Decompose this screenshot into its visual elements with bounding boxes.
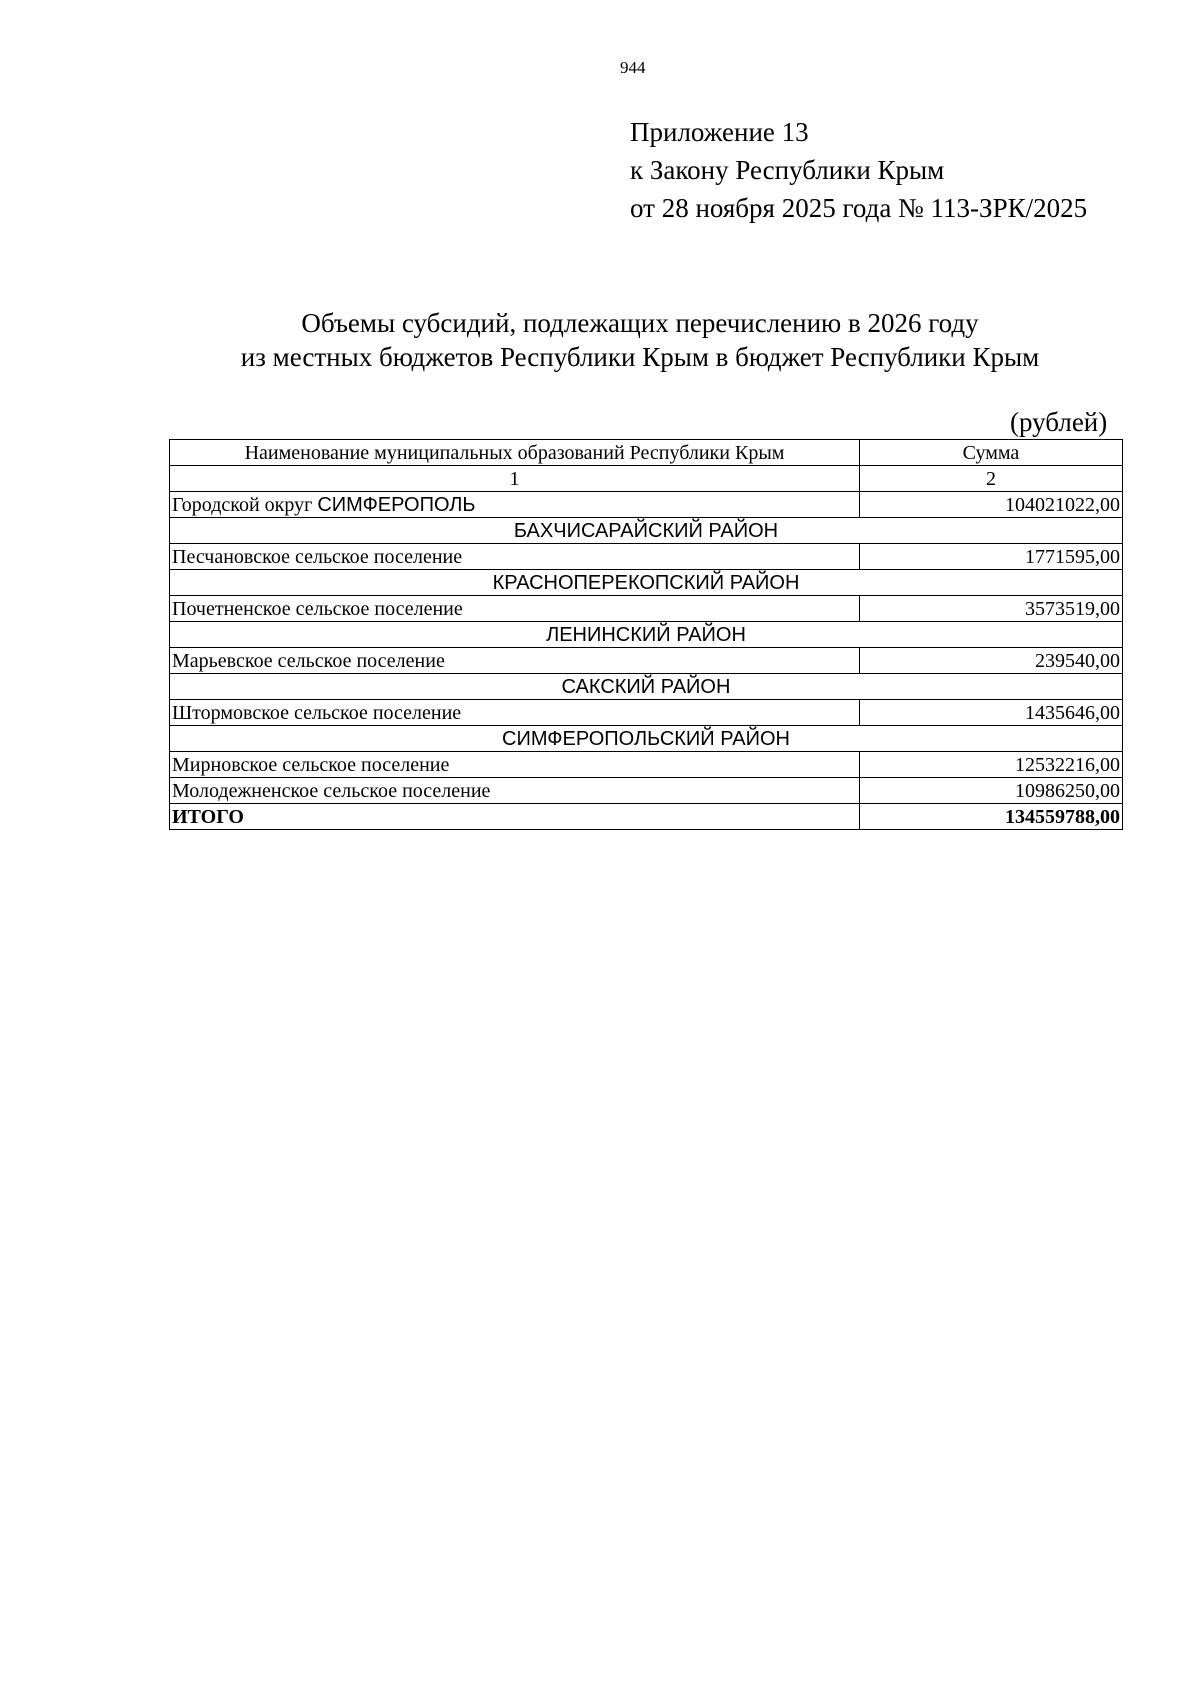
region-row-saki: [170, 674, 1123, 700]
total-amount: 134559788,00: [860, 804, 1123, 830]
region-name: КРАСНОПЕРЕКОПСКИЙ РАЙОН: [170, 570, 1123, 596]
document-title-line-2: из местных бюджетов Республики Крым в бюджет Республики Крым: [240, 342, 1040, 372]
region-row-krasnoperekopsk: [170, 570, 1123, 596]
settlement-name: Мирновское сельское поселение: [170, 752, 860, 778]
region-name: САКСКИЙ РАЙОН: [170, 674, 1123, 700]
settlement-amount: 239540,00: [860, 648, 1123, 674]
table-row: [170, 700, 1123, 726]
column-numbers-row: [170, 466, 1123, 492]
settlement-amount: 1771595,00: [860, 544, 1123, 570]
table-header-row: [170, 440, 1123, 466]
settlement-name: Штормовское сельское поселение: [170, 700, 860, 726]
table-row: [170, 596, 1123, 622]
header-amount-column: Сумма: [860, 440, 1123, 466]
table-row: [170, 778, 1123, 804]
settlement-amount: 10986250,00: [860, 778, 1123, 804]
units-label: (рублей): [1010, 407, 1108, 437]
settlement-name: Песчановское сельское поселение: [170, 544, 860, 570]
city-name: СИМФЕРОПОЛЬ: [317, 493, 476, 516]
appendix-line-3: от 28 ноября 2025 года № 113-ЗРК/2025: [630, 193, 1088, 223]
settlement-name: Молодежненское сельское поселение: [170, 778, 860, 804]
settlement-amount: 1435646,00: [860, 700, 1123, 726]
appendix-line-2: к Закону Республики Крым: [630, 155, 945, 185]
page-number: 944: [620, 58, 646, 77]
subsidies-table: [169, 439, 1123, 830]
column-number-2: 2: [860, 466, 1123, 492]
document-title-line-1: Объемы субсидий, подлежащих перечислению в 2026 году: [301, 308, 979, 338]
total-label: ИТОГО: [170, 804, 860, 830]
header-name-column: Наименование муниципальных образований Республики Крым: [170, 440, 860, 466]
city-name-cell: [170, 492, 860, 518]
settlement-amount: 3573519,00: [860, 596, 1123, 622]
settlement-amount: 12532216,00: [860, 752, 1123, 778]
total-row: [170, 804, 1123, 830]
city-prefix: Городской округ: [172, 493, 318, 516]
document-title: [160, 306, 1120, 374]
table-row-city: [170, 492, 1123, 518]
settlement-name: Марьевское сельское поселение: [170, 648, 860, 674]
appendix-reference: [630, 113, 1087, 227]
region-name: СИМФЕРОПОЛЬСКИЙ РАЙОН: [170, 726, 1123, 752]
settlement-name: Почетненское сельское поселение: [170, 596, 860, 622]
table-row: [170, 544, 1123, 570]
region-row-simferopol-district: [170, 726, 1123, 752]
city-amount: 104021022,00: [860, 492, 1123, 518]
table-row: [170, 648, 1123, 674]
column-number-1: 1: [170, 466, 860, 492]
region-row-bakhchisaray: [170, 518, 1123, 544]
region-name: ЛЕНИНСКИЙ РАЙОН: [170, 622, 1123, 648]
appendix-line-1: Приложение 13: [630, 117, 809, 147]
region-name: БАХЧИСАРАЙСКИЙ РАЙОН: [170, 518, 1123, 544]
region-row-lenino: [170, 622, 1123, 648]
table-row: [170, 752, 1123, 778]
